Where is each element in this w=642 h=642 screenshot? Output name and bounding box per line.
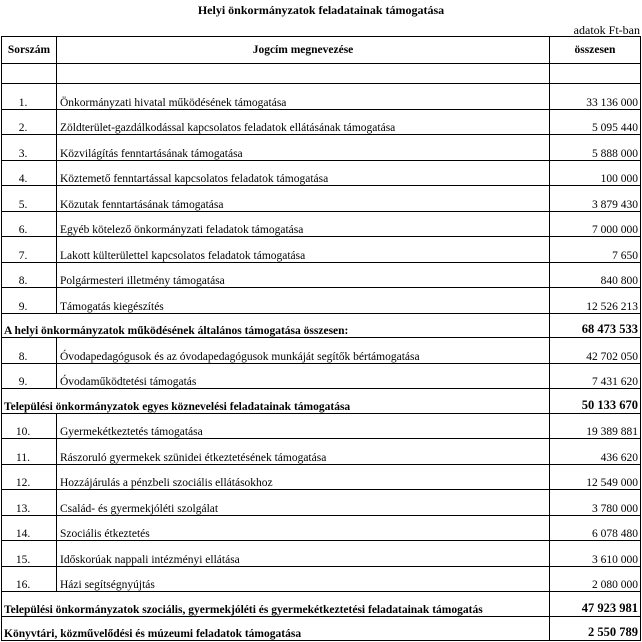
row-name: Egyéb kötelező önkormányzati feladatok támogatása bbox=[57, 211, 550, 237]
row-name: Önkormányzati hivatal működésének támogatása bbox=[57, 84, 550, 110]
row-amount: 3 879 430 bbox=[550, 186, 641, 212]
row-number: 14. bbox=[2, 515, 57, 541]
blank-cell bbox=[57, 64, 550, 84]
table-row bbox=[2, 363, 641, 389]
row-name: Lakott külterülettel kapcsolatos feladatok támogatása bbox=[57, 237, 550, 263]
row-number: 6. bbox=[2, 211, 57, 237]
header-number: Sorszám bbox=[2, 37, 57, 64]
row-name: Időskorúak nappali intézményi ellátása bbox=[57, 541, 550, 567]
total-row bbox=[2, 389, 641, 414]
row-name: Család- és gyermekjóléti szolgálat bbox=[57, 490, 550, 516]
row-number: 8. bbox=[2, 262, 57, 288]
table-row bbox=[2, 490, 641, 516]
row-name: Házi segítségnyújtás bbox=[57, 566, 550, 592]
row-amount: 12 549 000 bbox=[550, 464, 641, 490]
blank-cell bbox=[550, 64, 641, 84]
blank-cell bbox=[2, 64, 57, 84]
table-row bbox=[2, 541, 641, 567]
table-row bbox=[2, 237, 641, 263]
row-name: Óvodapedagógusok és az óvodapedagógusok munkáját segítők bértámogatása bbox=[57, 338, 550, 364]
row-name: Közvilágítás fenntartásának támogatása bbox=[57, 135, 550, 161]
table-row bbox=[2, 515, 641, 541]
page-title: Helyi önkormányzatok feladatainak támogatása bbox=[197, 3, 445, 17]
row-amount: 33 136 000 bbox=[550, 84, 641, 110]
row-amount: 42 702 050 bbox=[550, 338, 641, 364]
table-row bbox=[2, 288, 641, 314]
row-number: 7. bbox=[2, 237, 57, 263]
row-number: 3. bbox=[2, 135, 57, 161]
row-name: Szociális étkeztetés bbox=[57, 515, 550, 541]
row-name: Köztemető fenntartással kapcsolatos feladatok támogatása bbox=[57, 160, 550, 186]
row-number: 11. bbox=[2, 439, 57, 465]
row-name: Óvodaműködtetési támogatás bbox=[57, 363, 550, 389]
table-row bbox=[2, 135, 641, 161]
row-name: Polgármesteri illetmény támogatása bbox=[57, 262, 550, 288]
row-amount: 7 650 bbox=[550, 237, 641, 263]
row-amount: 3 780 000 bbox=[550, 490, 641, 516]
row-number: 5. bbox=[2, 186, 57, 212]
row-name: Támogatás kiegészítés bbox=[57, 288, 550, 314]
total-row bbox=[2, 313, 641, 338]
table-row bbox=[2, 186, 641, 212]
row-amount: 436 620 bbox=[550, 439, 641, 465]
header-name: Jogcím megnevezése bbox=[57, 37, 550, 64]
total-label: Települési önkormányzatok egyes köznevelési feladatainak támogatása bbox=[2, 389, 550, 414]
row-number: 2. bbox=[2, 109, 57, 135]
row-number: 13. bbox=[2, 490, 57, 516]
row-amount: 7 000 000 bbox=[550, 211, 641, 237]
row-number: 9. bbox=[2, 288, 57, 314]
row-amount: 5 888 000 bbox=[550, 135, 641, 161]
header-row bbox=[2, 37, 641, 64]
row-number: 1. bbox=[2, 84, 57, 110]
row-amount: 2 080 000 bbox=[550, 566, 641, 592]
row-number: 4. bbox=[2, 160, 57, 186]
table-row bbox=[2, 413, 641, 439]
total-amount: 68 473 533 bbox=[550, 313, 641, 338]
row-amount: 3 610 000 bbox=[550, 541, 641, 567]
table-row bbox=[2, 566, 641, 592]
total-amount: 50 133 670 bbox=[550, 389, 641, 414]
row-name: Közutak fenntartásának támogatása bbox=[57, 186, 550, 212]
table-row bbox=[2, 160, 641, 186]
row-number: 15. bbox=[2, 541, 57, 567]
table-row bbox=[2, 262, 641, 288]
unit-note: adatok Ft-ban bbox=[573, 23, 640, 37]
header-amount: összesen bbox=[550, 37, 641, 64]
row-amount: 7 431 620 bbox=[550, 363, 641, 389]
total-amount: 47 923 981 bbox=[550, 592, 641, 617]
row-name: Rászoruló gyermekek szünidei étkeztetésének támogatása bbox=[57, 439, 550, 465]
row-number: 16. bbox=[2, 566, 57, 592]
support-table bbox=[1, 36, 641, 641]
total-amount: 2 550 789 bbox=[550, 616, 641, 641]
table-row bbox=[2, 84, 641, 110]
row-amount: 5 095 440 bbox=[550, 109, 641, 135]
row-amount: 100 000 bbox=[550, 160, 641, 186]
row-name: Hozzájárulás a pénzbeli szociális ellátásokhoz bbox=[57, 464, 550, 490]
row-amount: 840 800 bbox=[550, 262, 641, 288]
row-amount: 12 526 213 bbox=[550, 288, 641, 314]
blank-row bbox=[2, 64, 641, 84]
row-name: Zöldterület-gazdálkodással kapcsolatos feladatok ellátásának támogatása bbox=[57, 109, 550, 135]
table-row bbox=[2, 109, 641, 135]
row-amount: 19 389 881 bbox=[550, 413, 641, 439]
row-number: 9. bbox=[2, 363, 57, 389]
total-label: Könyvtári, közművelődési és múzeumi feladatok támogatása bbox=[2, 616, 550, 641]
row-amount: 6 078 480 bbox=[550, 515, 641, 541]
table-row bbox=[2, 211, 641, 237]
table-row bbox=[2, 464, 641, 490]
row-number: 12. bbox=[2, 464, 57, 490]
total-row bbox=[2, 616, 641, 641]
row-number: 10. bbox=[2, 413, 57, 439]
total-label: A helyi önkormányzatok működésének általános támogatása összesen: bbox=[2, 313, 550, 338]
row-name: Gyermekétkeztetés támogatása bbox=[57, 413, 550, 439]
total-label: Települési önkormányzatok szociális, gyermekjóléti és gyermekétkeztetési feladatainak támogatás bbox=[2, 592, 550, 617]
table-row bbox=[2, 439, 641, 465]
total-row bbox=[2, 592, 641, 617]
row-number: 8. bbox=[2, 338, 57, 364]
table-row bbox=[2, 338, 641, 364]
